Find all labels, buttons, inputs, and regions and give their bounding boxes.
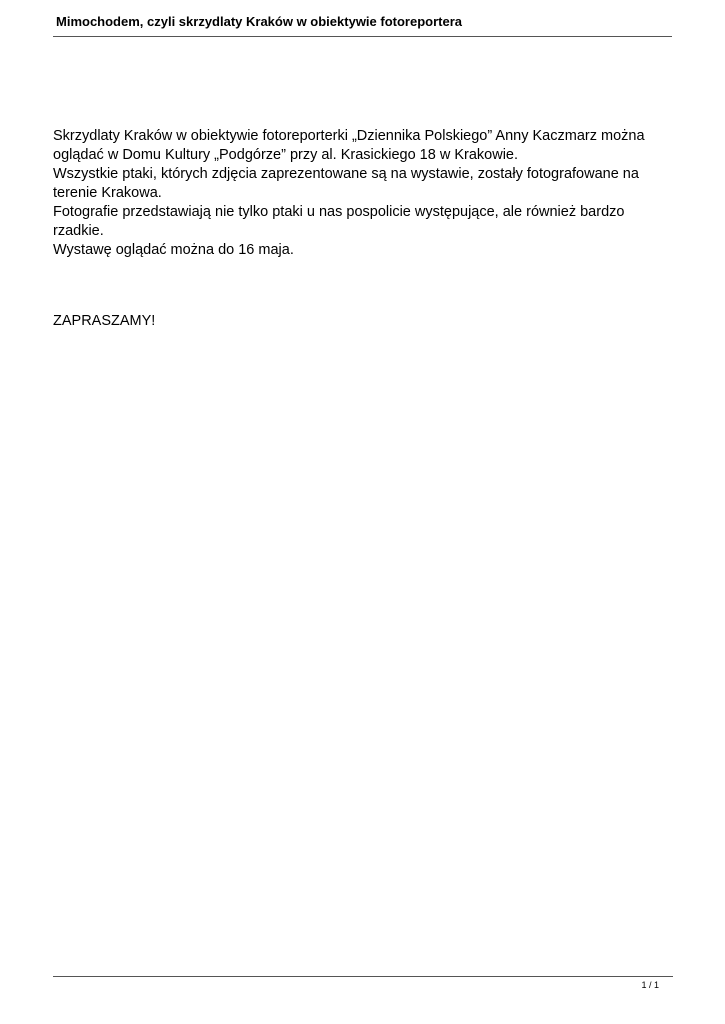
article-body <box>53 127 673 260</box>
paragraph-birds-location: Wszystkie ptaki, których zdjęcia zaprezentowane są na wystawie, zostały fotografowane na terenie Krakowa. <box>53 166 639 201</box>
paragraph-exhibition-info: Skrzydlaty Kraków w obiektywie fotoreporterki „Dziennika Polskiego” Anny Kaczmarz można oglądać w Domu Kultury „Podgórze” przy al. Krasickiego 18 w Krakowie. <box>53 128 645 163</box>
page-header <box>53 13 672 37</box>
document-title: Mimochodem, czyli skrzydlaty Kraków w obiektywie fotoreportera <box>56 14 462 29</box>
page-footer <box>53 976 673 990</box>
invitation-text: ZAPRASZAMY! <box>53 313 156 329</box>
page-number: 1 / 1 <box>641 980 659 990</box>
paragraph-exhibition-date: Wystawę oglądać można do 16 maja. <box>53 242 294 258</box>
paragraph-birds-rarity: Fotografie przedstawiają nie tylko ptaki u nas pospolicie występujące, ale również bardzo rzadkie. <box>53 204 625 239</box>
